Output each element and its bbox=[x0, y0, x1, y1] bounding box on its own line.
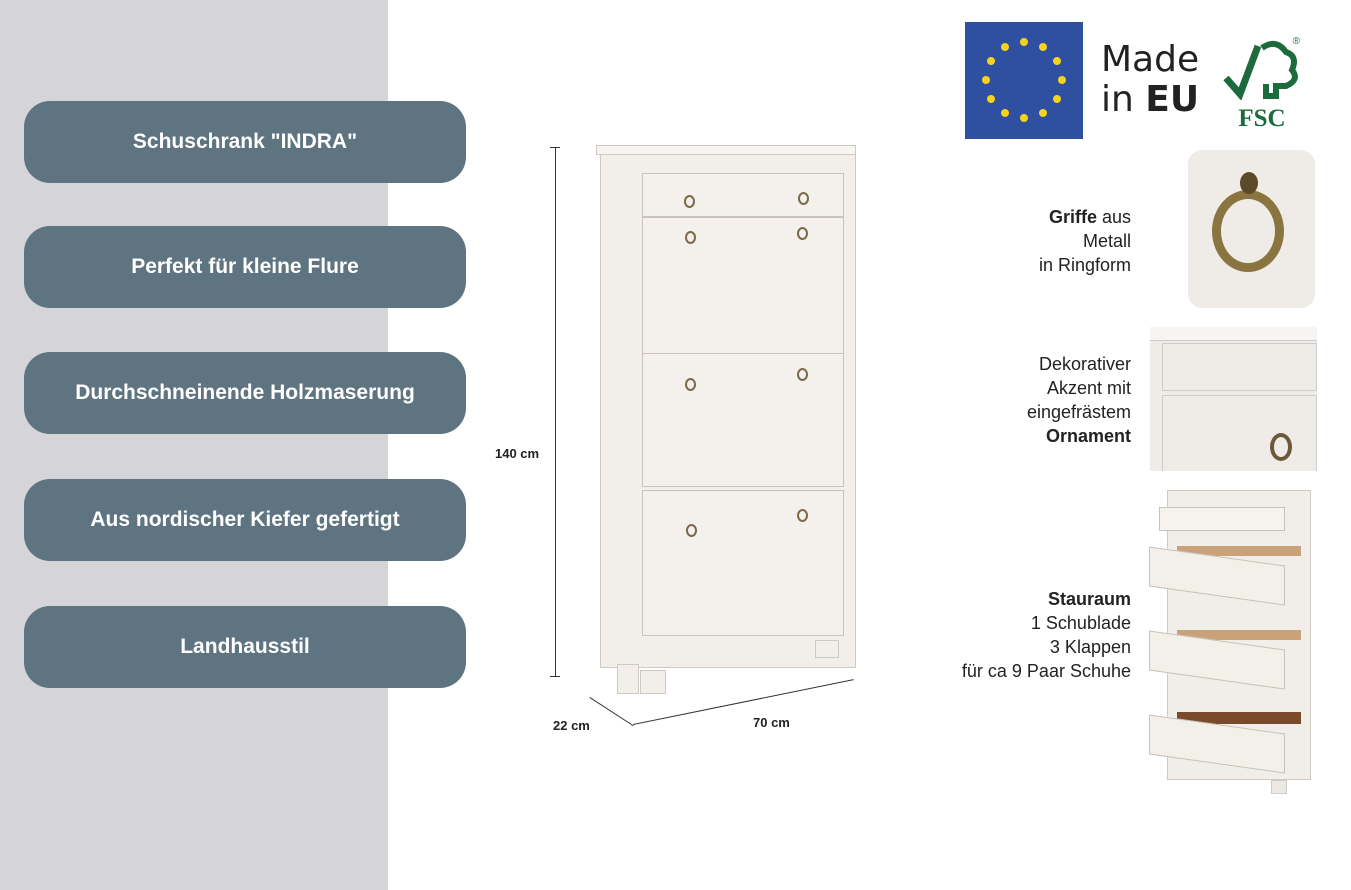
ring-handle-icon bbox=[685, 231, 696, 244]
cabinet-part bbox=[1271, 780, 1287, 794]
ring-handle-icon bbox=[797, 368, 808, 381]
ornament-caption: Dekorativer Akzent mit eingefrästem Ornament bbox=[1026, 354, 1131, 446]
feature-pill-wood-grain: Durchschneinende Holzmaserung bbox=[24, 352, 466, 434]
dimension-tick bbox=[550, 147, 560, 148]
cabinet-part bbox=[617, 664, 639, 694]
feature-pill-name: Schuschrank "INDRA" bbox=[24, 101, 466, 183]
height-dimension-line bbox=[555, 147, 556, 677]
flap-1 bbox=[642, 217, 844, 365]
depth-dimension-line bbox=[589, 697, 633, 726]
ring-handle-icon bbox=[684, 195, 695, 208]
ring-handle-icon bbox=[798, 192, 809, 205]
handles-caption: Griffe aus Metall in Ringform bbox=[1038, 207, 1131, 275]
open-cabinet-photo bbox=[1163, 490, 1313, 800]
ring-handle-icon bbox=[797, 509, 808, 522]
fsc-logo: ® FSC bbox=[1222, 36, 1302, 132]
ring-handle-photo bbox=[1188, 150, 1315, 308]
flap-2 bbox=[642, 353, 844, 487]
dimension-tick bbox=[550, 676, 560, 677]
ring-handle-icon bbox=[797, 227, 808, 240]
width-label: 70 cm bbox=[753, 715, 790, 730]
eu-flag-icon bbox=[965, 22, 1083, 139]
feature-pill-small-hallways: Perfekt für kleine Flure bbox=[24, 226, 466, 308]
feature-pill-nordic-pine: Aus nordischer Kiefer gefertigt bbox=[24, 479, 466, 561]
cabinet-part bbox=[1159, 507, 1285, 531]
width-dimension-line bbox=[633, 679, 854, 725]
ornament-photo bbox=[1150, 327, 1317, 471]
cabinet-part bbox=[640, 670, 666, 694]
cabinet-part bbox=[815, 640, 839, 658]
feature-pill-country-style: Landhausstil bbox=[24, 606, 466, 688]
drawer bbox=[642, 173, 844, 217]
storage-caption: Stauraum 1 Schublade 3 Klappen für ca 9 Paar Schuhe bbox=[961, 589, 1131, 681]
fsc-tree-check-icon bbox=[1222, 36, 1302, 100]
ring-handle-icon bbox=[685, 378, 696, 391]
height-label: 140 cm bbox=[495, 446, 540, 461]
cabinet-part bbox=[596, 145, 856, 155]
ring-handle-icon bbox=[686, 524, 697, 537]
made-in-eu-label: Made in EU bbox=[1101, 39, 1200, 120]
flap-3 bbox=[642, 490, 844, 636]
depth-label: 22 cm bbox=[553, 718, 590, 733]
